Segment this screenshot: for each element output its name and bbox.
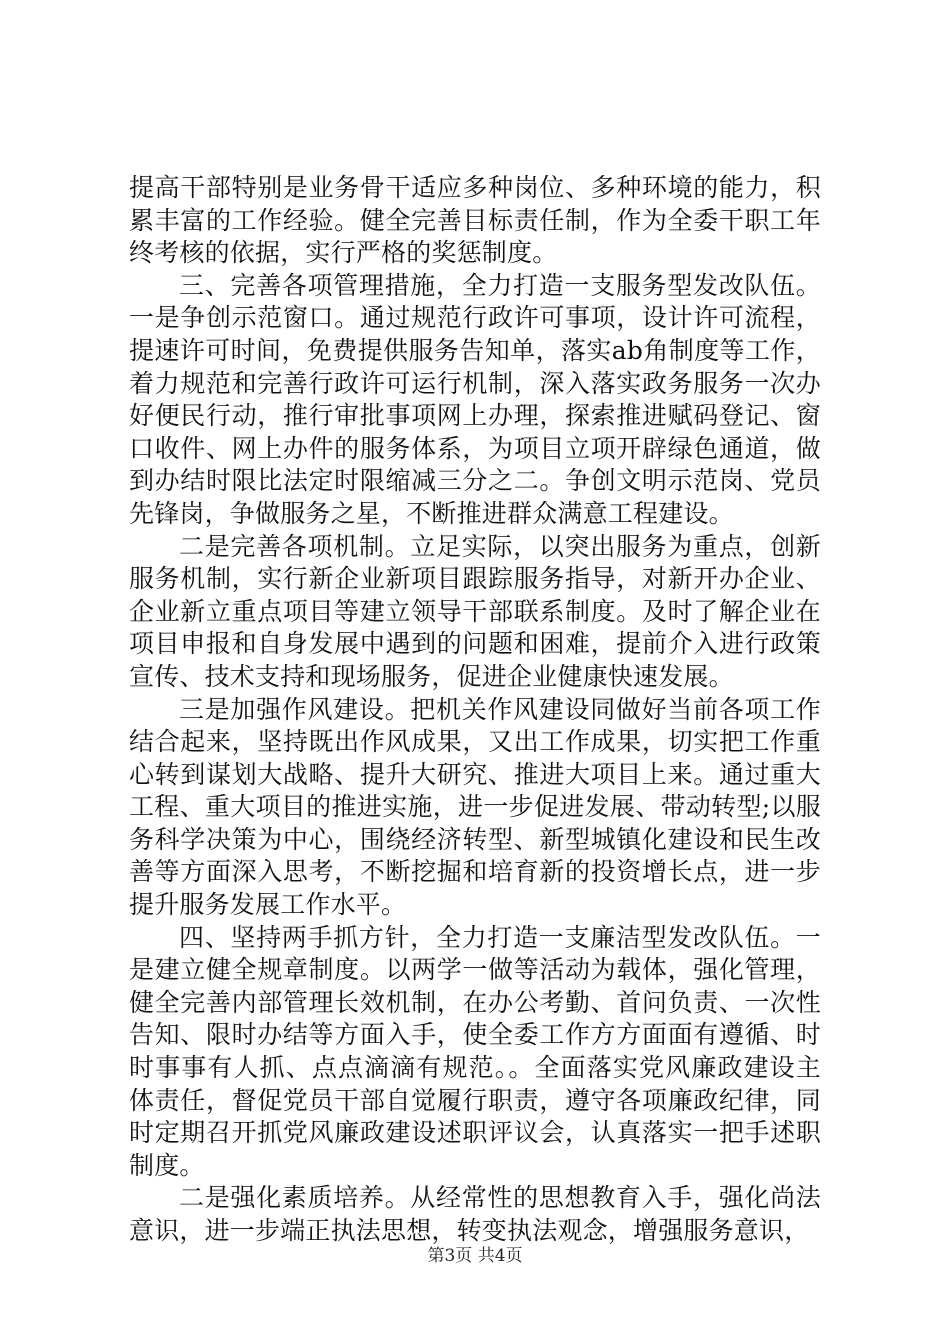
body-text xyxy=(129,172,821,1248)
paragraph-4: 三是加强作风建设。把机关作风建设同做好当前各项工作结合起来，坚持既出作风成果，又出工作成果，切实把工作重心转到谋划大战略、提升大研究、推进大项目上来。通过重大工程、重大项目的推进实施，进一步促进发展、带动转型;以服务科学决策为中心，围绕经济转型、新型城镇化建设和民生改善等方面深入思考，不断挖掘和培育新的投资增长点，进一步提升服务发展工作水平。 xyxy=(129,694,821,920)
paragraph-3: 二是完善各项机制。立足实际，以突出服务为重点，创新服务机制，实行新企业新项目跟踪服务指导，对新开办企业、企业新立重点项目等建立领导干部联系制度。及时了解企业在项目申报和自身发展中遇到的问题和困难，提前介入进行政策宣传、技术支持和现场服务，促进企业健康快速发展。 xyxy=(129,531,821,691)
page-footer: 第3页 共4页 xyxy=(427,1246,523,1266)
paragraph-6: 二是强化素质培养。从经常性的思想教育入手，强化尚法意识，进一步端正执法思想，转变执法观念，增强服务意识， xyxy=(129,1183,821,1245)
paragraph-1: 提高干部特别是业务骨干适应多种岗位、多种环境的能力，积累丰富的工作经验。健全完善目标责任制，作为全委干职工年终考核的依据，实行严格的奖惩制度。 xyxy=(129,173,821,268)
paragraph-2: 三、完善各项管理措施，全力打造一支服务型发改队伍。一是争创示范窗口。通过规范行政许可事项，设计许可流程，提速许可时间，免费提供服务告知单，落实ab角制度等工作，着力规范和完善行政许可运行机制，深入落实政务服务一次办好便民行动，推行审批事项网上办理，探索推进赋码登记、窗口收件、网上办件的服务体系，为项目立项开辟绿色通道，做到办结时限比法定时限缩减三分之二。争创文明示范岗、党员先锋岗，争做服务之星，不断推进群众满意工程建设。 xyxy=(129,270,821,528)
paragraph-5: 四、坚持两手抓方针，全力打造一支廉洁型发改队伍。一是建立健全规章制度。以两学一做等活动为载体，强化管理，健全完善内部管理长效机制，在办公考勤、首问负责、一次性告知、限时办结等方面入手，使全委工作方方面面有遵循、时时事事有人抓、点点滴滴有规范。。全面落实党风廉政建设主体责任，督促党员干部自觉履行职责，遵守各项廉政纪律，同时定期召开抓党风廉政建设述职评议会，认真落实一把手述职制度。 xyxy=(129,922,821,1180)
